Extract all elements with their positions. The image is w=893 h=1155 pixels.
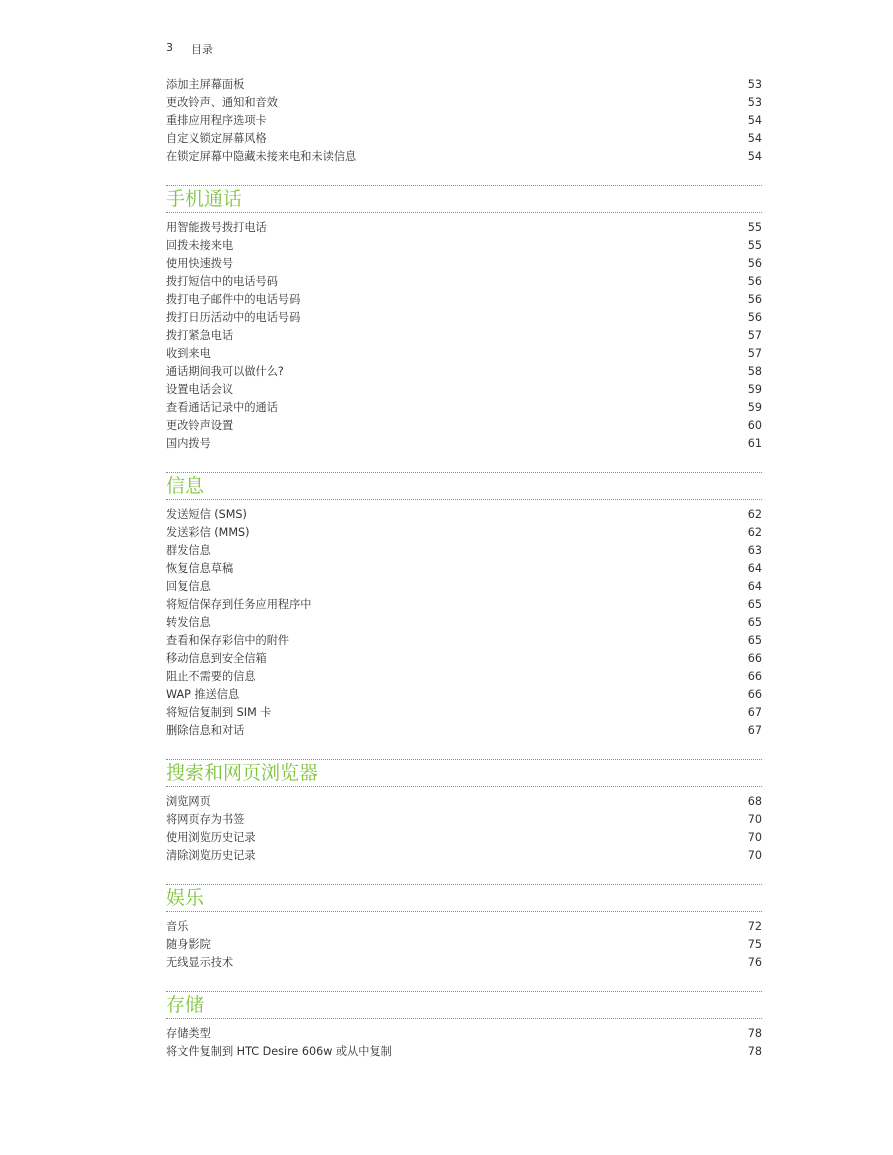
toc-entry-title: 将短信保存到任务应用程序中	[166, 598, 312, 611]
toc-entry[interactable]	[166, 542, 762, 560]
toc-entry-title: 自定义锁定屏幕风格	[166, 132, 267, 145]
toc-entry[interactable]	[166, 704, 762, 722]
toc-entry-title: 回复信息	[166, 580, 211, 593]
toc-section-storage	[166, 991, 762, 1061]
toc-entry-page: 70	[747, 849, 762, 862]
toc-entry-page: 55	[747, 221, 762, 234]
toc-entry-title: 拨打短信中的电话号码	[166, 275, 278, 288]
toc-entry-title: 添加主屏幕面板	[166, 78, 245, 91]
toc-entry-page: 62	[747, 508, 762, 521]
section-title[interactable]: 娱乐	[166, 884, 762, 912]
toc-entry-page: 70	[747, 831, 762, 844]
toc-entry-title: 在锁定屏幕中隐藏未接来电和未读信息	[166, 150, 357, 163]
toc-entry-title: 将短信复制到 SIM 卡	[166, 706, 272, 719]
toc-entry-title: 将网页存为书签	[166, 813, 245, 826]
toc-entry[interactable]	[166, 1043, 762, 1061]
toc-entry-page: 56	[747, 293, 762, 306]
toc-entry[interactable]	[166, 524, 762, 542]
toc-entry[interactable]	[166, 918, 762, 936]
toc-entry-page: 54	[747, 114, 762, 127]
toc-entry[interactable]	[166, 614, 762, 632]
section-title[interactable]: 存储	[166, 991, 762, 1019]
toc-entry-page: 56	[747, 275, 762, 288]
toc-entry-page: 65	[747, 634, 762, 647]
toc-entry-page: 59	[747, 383, 762, 396]
toc-entry-title: 无线显示技术	[166, 956, 234, 969]
toc-entry-title: 移动信息到安全信箱	[166, 652, 267, 665]
toc-entry[interactable]	[166, 291, 762, 309]
toc-entry[interactable]	[166, 112, 762, 130]
toc-entry[interactable]	[166, 94, 762, 112]
toc-entry-title: 使用浏览历史记录	[166, 831, 256, 844]
toc-entry[interactable]	[166, 954, 762, 972]
toc-entry[interactable]	[166, 632, 762, 650]
toc-entry-title: 通话期间我可以做什么?	[166, 365, 284, 378]
toc-entry[interactable]	[166, 936, 762, 954]
toc-entry-page: 55	[747, 239, 762, 252]
toc-entry[interactable]	[166, 345, 762, 363]
toc-entry-title: 音乐	[166, 920, 189, 933]
toc-entry-title: 使用快速拨号	[166, 257, 234, 270]
toc-entry[interactable]	[166, 435, 762, 453]
toc-entry-page: 64	[747, 580, 762, 593]
toc-section-messages	[166, 472, 762, 740]
toc-entry-title: 查看通话记录中的通话	[166, 401, 278, 414]
toc-entry[interactable]	[166, 578, 762, 596]
toc-entry-title: 设置电话会议	[166, 383, 234, 396]
toc-entry-title: 转发信息	[166, 616, 211, 629]
toc-entry-title: 重排应用程序选项卡	[166, 114, 267, 127]
toc-entry[interactable]	[166, 273, 762, 291]
toc-entry-title: 回拨未接来电	[166, 239, 234, 252]
toc-entry-page: 65	[747, 616, 762, 629]
toc-entry-title: WAP 推送信息	[166, 688, 240, 701]
toc-entry-page: 53	[747, 78, 762, 91]
toc-entry-page: 56	[747, 311, 762, 324]
toc-entry-page: 65	[747, 598, 762, 611]
toc-entry-page: 57	[747, 329, 762, 342]
toc-entry[interactable]	[166, 596, 762, 614]
toc-entry-page: 70	[747, 813, 762, 826]
toc-entry[interactable]	[166, 255, 762, 273]
toc-entry[interactable]	[166, 847, 762, 865]
toc-entry-page: 67	[747, 724, 762, 737]
toc-entry-title: 将文件复制到 HTC Desire 606w 或从中复制	[166, 1045, 392, 1058]
toc-section-browser	[166, 759, 762, 865]
toc-entry[interactable]	[166, 219, 762, 237]
toc-entry-page: 57	[747, 347, 762, 360]
toc-entry-title: 删除信息和对话	[166, 724, 245, 737]
toc-entry-page: 68	[747, 795, 762, 808]
toc-entry-page: 63	[747, 544, 762, 557]
toc-entry-page: 62	[747, 526, 762, 539]
toc-entry-page: 67	[747, 706, 762, 719]
toc-entry-title: 拨打电子邮件中的电话号码	[166, 293, 301, 306]
toc-section-entertainment	[166, 884, 762, 972]
toc-entry-page: 66	[747, 688, 762, 701]
section-title[interactable]: 信息	[166, 472, 762, 500]
toc-content	[166, 76, 762, 1061]
toc-entry[interactable]	[166, 793, 762, 811]
toc-entry[interactable]	[166, 686, 762, 704]
toc-entry-page: 76	[747, 956, 762, 969]
toc-entry-title: 查看和保存彩信中的附件	[166, 634, 290, 647]
toc-entry[interactable]	[166, 76, 762, 94]
toc-entry[interactable]	[166, 506, 762, 524]
page-header-title: 目录	[191, 43, 213, 56]
toc-entry[interactable]	[166, 560, 762, 578]
toc-entry[interactable]	[166, 363, 762, 381]
toc-entry-title: 清除浏览历史记录	[166, 849, 256, 862]
toc-entry[interactable]	[166, 829, 762, 847]
toc-entry-title: 随身影院	[166, 938, 211, 951]
toc-entry[interactable]	[166, 327, 762, 345]
toc-entry-page: 58	[747, 365, 762, 378]
toc-entry-page: 78	[747, 1045, 762, 1058]
intro-entries	[166, 76, 762, 166]
toc-entry-title: 浏览网页	[166, 795, 211, 808]
toc-entry-title: 存储类型	[166, 1027, 211, 1040]
toc-entry-title: 阻止不需要的信息	[166, 670, 256, 683]
section-title[interactable]: 搜索和网页浏览器	[166, 759, 762, 787]
toc-entry-page: 60	[747, 419, 762, 432]
section-title[interactable]: 手机通话	[166, 185, 762, 213]
toc-entry-page: 75	[747, 938, 762, 951]
toc-entry-page: 78	[747, 1027, 762, 1040]
toc-entry[interactable]	[166, 650, 762, 668]
toc-entry-title: 更改铃声、通知和音效	[166, 96, 278, 109]
toc-entry-title: 收到来电	[166, 347, 211, 360]
toc-entry-title: 拨打日历活动中的电话号码	[166, 311, 301, 324]
toc-entry[interactable]	[166, 668, 762, 686]
toc-entry-title: 群发信息	[166, 544, 211, 557]
toc-entry[interactable]	[166, 1025, 762, 1043]
toc-entry[interactable]	[166, 381, 762, 399]
toc-entry-title: 恢复信息草稿	[166, 562, 234, 575]
toc-entry-title: 发送彩信 (MMS)	[166, 526, 250, 539]
page-number: 3	[166, 41, 173, 54]
toc-entry-page: 64	[747, 562, 762, 575]
toc-entry[interactable]	[166, 309, 762, 327]
toc-entry-page: 61	[747, 437, 762, 450]
toc-entry-title: 国内拨号	[166, 437, 211, 450]
toc-entry-page: 72	[747, 920, 762, 933]
toc-entry-page: 66	[747, 652, 762, 665]
toc-entry-title: 拨打紧急电话	[166, 329, 234, 342]
toc-entry-page: 66	[747, 670, 762, 683]
toc-entry-page: 54	[747, 132, 762, 145]
toc-entry-page: 59	[747, 401, 762, 414]
toc-entry-page: 54	[747, 150, 762, 163]
toc-entry[interactable]	[166, 399, 762, 417]
toc-entry[interactable]	[166, 237, 762, 255]
toc-entry-page: 53	[747, 96, 762, 109]
toc-entry[interactable]	[166, 130, 762, 148]
toc-entry-title: 用智能拨号拨打电话	[166, 221, 267, 234]
page-header	[166, 41, 213, 57]
toc-entry[interactable]	[166, 722, 762, 740]
toc-entry[interactable]	[166, 417, 762, 435]
toc-entry-title: 更改铃声设置	[166, 419, 234, 432]
toc-entry-page: 56	[747, 257, 762, 270]
toc-section-calls	[166, 185, 762, 453]
toc-entry-title: 发送短信 (SMS)	[166, 508, 247, 521]
toc-entry[interactable]	[166, 148, 762, 166]
toc-entry[interactable]	[166, 811, 762, 829]
